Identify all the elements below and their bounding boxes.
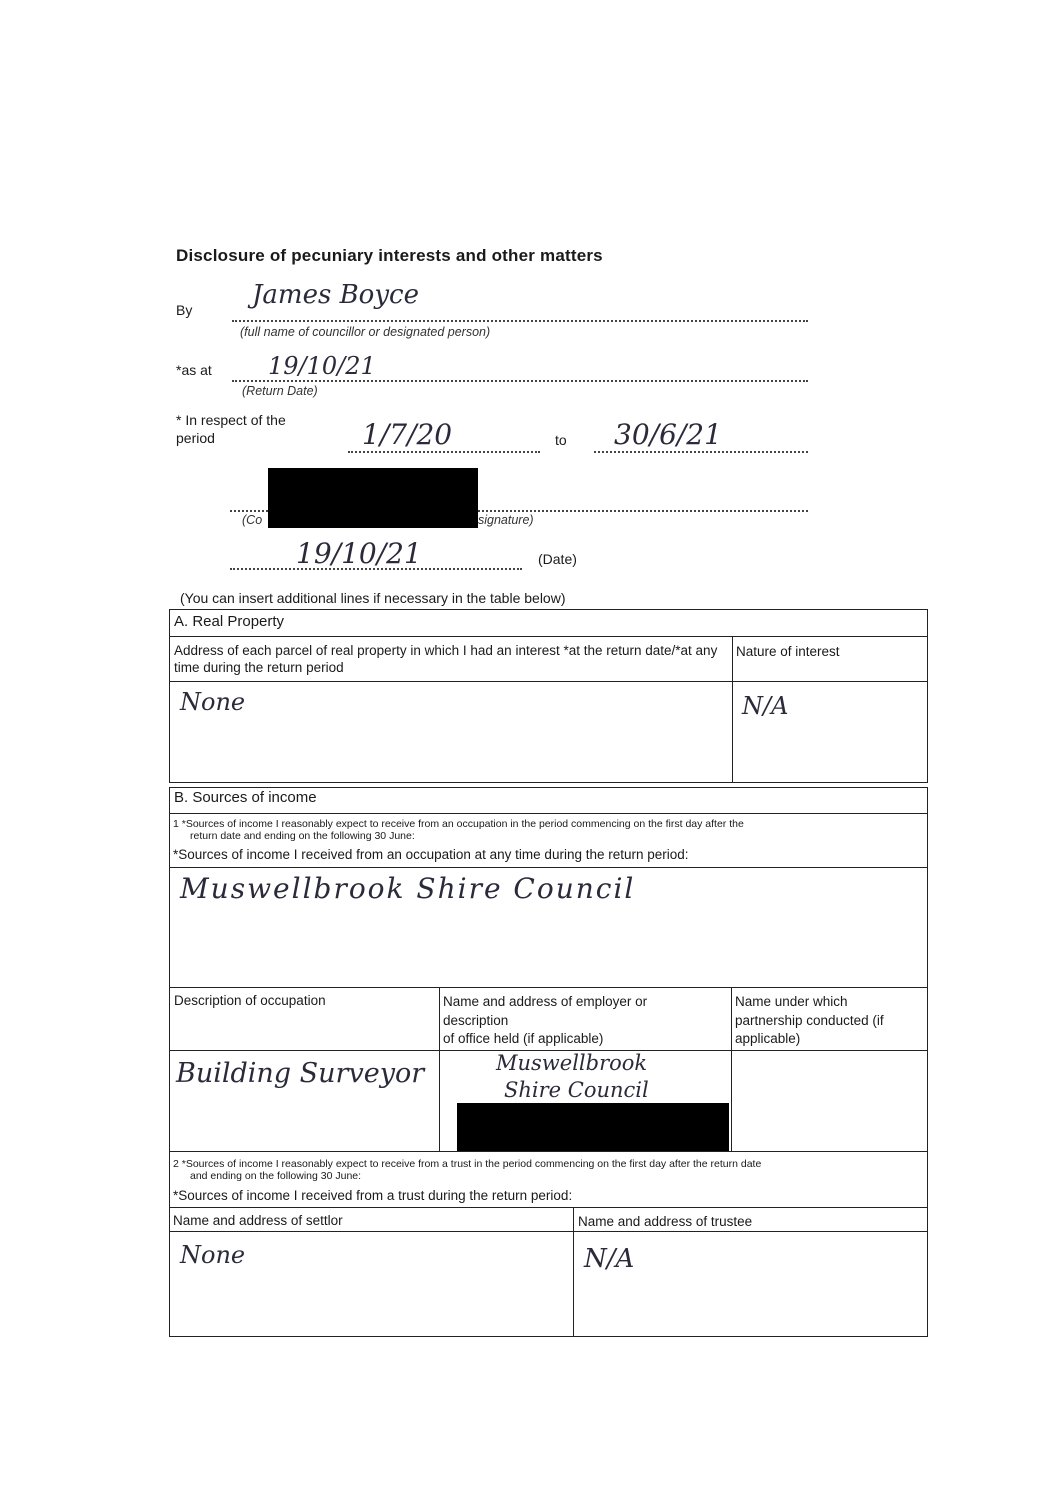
period-to-dotted-line xyxy=(594,451,808,453)
nature-of-interest-value: N/A xyxy=(742,692,789,720)
period-from-value: 1/7/20 xyxy=(362,418,453,451)
table-rule xyxy=(169,636,928,637)
period-from-dotted-line xyxy=(348,451,540,453)
income-trust-alt: *Sources of income I received from a trust during the return period: xyxy=(173,1188,573,1203)
partnership-header-line-3: applicable) xyxy=(735,1031,801,1046)
table-rule xyxy=(169,1231,928,1232)
table-rule xyxy=(573,1207,574,1337)
table-rule xyxy=(169,867,928,868)
settlor-value: None xyxy=(180,1241,246,1269)
page-title: Disclosure of pecuniary interests and other matters xyxy=(176,246,603,265)
name-dotted-line xyxy=(232,320,808,322)
name-hint: (full name of councillor or designated person) xyxy=(240,325,491,339)
signature-redaction xyxy=(268,468,478,528)
real-property-address-header: Address of each parcel of real property in which I had an interest *at the return date/*at any time during the return period xyxy=(174,643,718,675)
table-rule xyxy=(732,636,733,783)
table-rule xyxy=(439,987,440,1151)
date-dotted-line xyxy=(230,568,522,570)
table-rule xyxy=(731,987,732,1151)
date-label: (Date) xyxy=(538,551,577,567)
table-rule xyxy=(169,1151,928,1152)
trustee-value: N/A xyxy=(584,1244,635,1274)
table-rule xyxy=(169,813,928,814)
signature-hint-right: signature) xyxy=(478,513,534,527)
return-date-value: 19/10/21 xyxy=(268,352,376,380)
occupation-description-header: Description of occupation xyxy=(174,993,326,1008)
period-to-value: 30/6/21 xyxy=(614,418,722,451)
partnership-header-line-2: partnership conducted (if xyxy=(735,1013,884,1028)
income-occupation-line-2: return date and ending on the following 30 June: xyxy=(190,830,415,842)
section-b-heading: B. Sources of income xyxy=(174,789,317,806)
income-occupation-alt: *Sources of income I received from an occupation at any time during the return period: xyxy=(173,847,689,862)
occupation-description-value: Building Surveyor xyxy=(176,1058,425,1089)
signature-date-value: 19/10/21 xyxy=(296,537,422,570)
as-at-label: *as at xyxy=(176,362,212,378)
nature-of-interest-header: Nature of interest xyxy=(736,644,840,659)
income-occupation-line-1: 1 *Sources of income I reasonably expect to receive from an occupation in the period commencing on the first day after the xyxy=(173,818,744,830)
return-date-hint: (Return Date) xyxy=(242,384,318,398)
income-trust-line-2: and ending on the following 30 June: xyxy=(190,1170,362,1182)
employer-header-line-3: of office held (if applicable) xyxy=(443,1031,604,1046)
period-label-2: period xyxy=(176,430,215,446)
table-rule xyxy=(169,681,928,682)
employer-header-line-2: description xyxy=(443,1013,509,1028)
signature-hint-left: (Co xyxy=(242,513,263,527)
employer-header-line-1: Name and address of employer or xyxy=(443,994,648,1009)
return-date-dotted-line xyxy=(232,380,808,382)
period-to-label: to xyxy=(555,432,567,448)
income-occupation-value: Muswellbrook Shire Council xyxy=(180,872,636,905)
table-note: (You can insert additional lines if necessary in the table below) xyxy=(180,590,566,606)
employer-address-redaction xyxy=(457,1103,729,1151)
income-trust-line-1: 2 *Sources of income I reasonably expect to receive from a trust in the period commencing on the first day after the return date xyxy=(173,1158,762,1170)
section-a-heading: A. Real Property xyxy=(174,613,285,630)
by-label: By xyxy=(176,302,193,318)
table-rule xyxy=(169,987,928,988)
real-property-address-value: None xyxy=(180,688,246,716)
settlor-header: Name and address of settlor xyxy=(173,1213,343,1228)
period-label-1: * In respect of the xyxy=(176,412,286,428)
table-rule xyxy=(169,1207,928,1208)
employer-value-line-2: Shire Council xyxy=(504,1078,649,1102)
partnership-header-line-1: Name under which xyxy=(735,994,848,1009)
employer-value-line-1: Muswellbrook xyxy=(496,1051,648,1075)
councillor-name-value: James Boyce xyxy=(252,280,419,310)
trustee-header: Name and address of trustee xyxy=(578,1214,753,1229)
